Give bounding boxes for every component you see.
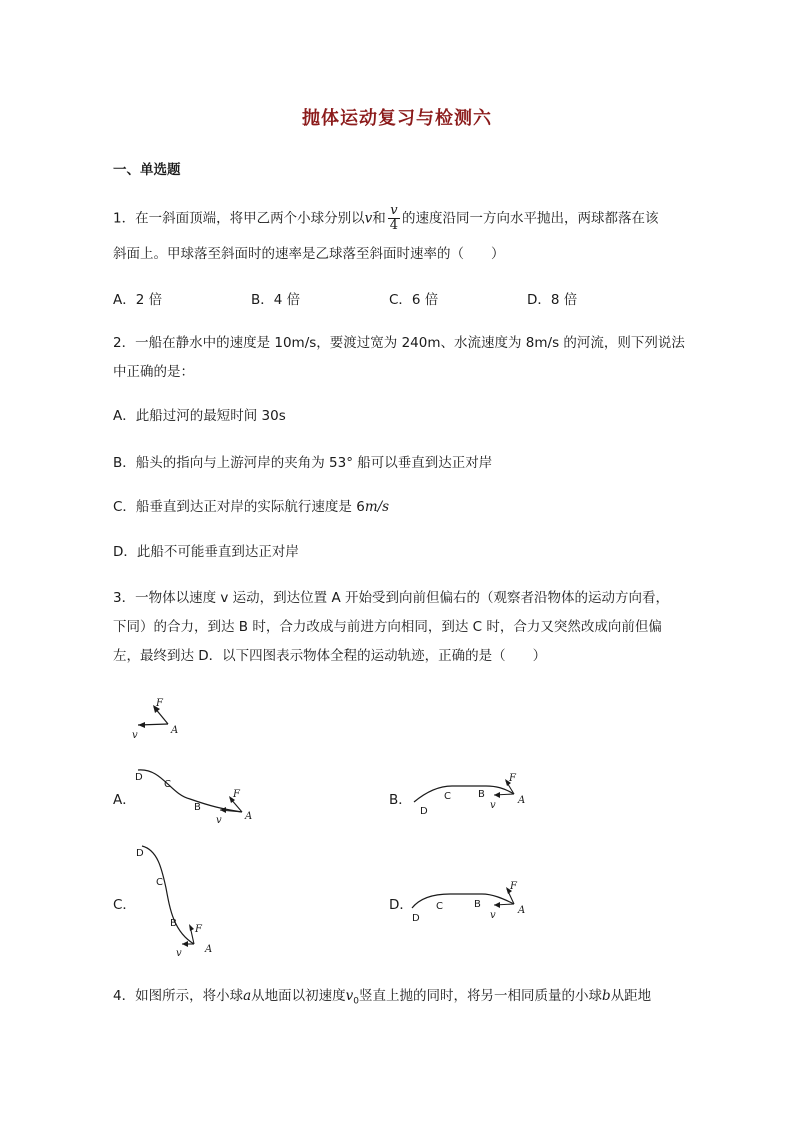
point-label-d: D bbox=[135, 772, 143, 783]
q2-option-a: A．此船过河的最短时间 30s bbox=[113, 408, 286, 424]
point-label-b: B bbox=[478, 789, 485, 800]
point-label-b: B bbox=[474, 899, 481, 910]
q1-frac-den: 4 bbox=[389, 218, 399, 233]
point-label-b: B bbox=[194, 802, 201, 813]
q4-var-v0: v bbox=[345, 988, 354, 1004]
q3-line2: 下同）的合力，到达 B 时，合力改成与前进方向相同，到达 C 时，合力又突然改成向前但偏 bbox=[113, 619, 662, 635]
ref-label-v: v bbox=[132, 730, 138, 741]
label-f: F bbox=[509, 773, 516, 784]
point-label-d: D bbox=[420, 806, 428, 817]
q4-var-b: b bbox=[602, 988, 611, 1004]
q3-option-a-label: A． bbox=[113, 792, 136, 808]
q4-text-mid1: 从地面以初速度 bbox=[251, 988, 346, 1004]
q1-option-a: A．2 倍 bbox=[113, 292, 163, 308]
q2-option-c bbox=[113, 497, 389, 517]
point-label-c: C bbox=[444, 791, 451, 802]
reference-force-diagram bbox=[126, 694, 196, 744]
q2-line1: 2．一船在静水中的速度是 10m/s，要渡过宽为 240m、水流速度为 8m/s 的河流，则下列说法 bbox=[113, 335, 685, 351]
q2-line2: 中正确的是： bbox=[113, 364, 194, 380]
q1-option-c: C．6 倍 bbox=[389, 292, 439, 308]
q1-option-b: B．4 倍 bbox=[251, 292, 301, 308]
point-label-c: C bbox=[436, 901, 443, 912]
q1-frac-num: v bbox=[388, 204, 400, 219]
q1-text-prefix: 1．在一斜面顶端，将甲乙两个小球分别以 bbox=[113, 210, 365, 227]
q2-option-c-text: C．船垂直到达正对岸的实际航行速度是 6 bbox=[113, 499, 365, 515]
label-v: v bbox=[490, 800, 496, 811]
q3-option-a-figure bbox=[130, 764, 260, 826]
ref-label-a: A bbox=[171, 725, 179, 736]
q1-text-and: 和 bbox=[372, 210, 386, 227]
point-label-d: D bbox=[136, 848, 144, 859]
label-f: F bbox=[510, 881, 517, 892]
q1-line1 bbox=[113, 204, 659, 233]
section-heading: 一、单选题 bbox=[113, 162, 181, 178]
label-f: F bbox=[233, 789, 240, 800]
label-v: v bbox=[176, 948, 182, 959]
q2-option-b: B．船头的指向与上游河岸的夹角为 53° 船可以垂直到达正对岸 bbox=[113, 455, 493, 471]
q4-var-v0-sub: 0 bbox=[353, 996, 360, 1007]
q1-var-v: v bbox=[364, 210, 373, 227]
trajectory-curve bbox=[138, 770, 242, 812]
q4-text-prefix: 4．如图所示，将小球 bbox=[113, 988, 244, 1004]
q1-fraction bbox=[388, 204, 400, 233]
label-a: A bbox=[518, 795, 526, 806]
label-f: F bbox=[195, 924, 202, 935]
q1-text-suffix: 的速度沿同一方向水平抛出，两球都落在该 bbox=[402, 210, 659, 227]
label-a: A bbox=[205, 944, 213, 955]
velocity-arrowhead bbox=[494, 792, 500, 798]
q2-option-d: D．此船不可能垂直到达正对岸 bbox=[113, 544, 299, 560]
q3-option-d-figure bbox=[408, 876, 538, 932]
q3-line1: 3．一物体以速度 v 运动，到达位置 A 开始受到向前但偏右的（观察者沿物体的运动方向看， bbox=[113, 590, 669, 606]
velocity-arrowhead bbox=[138, 722, 145, 728]
q3-option-b-figure bbox=[408, 768, 538, 820]
velocity-arrowhead bbox=[182, 941, 188, 947]
q4-line1 bbox=[113, 986, 651, 1012]
q3-option-d-label: D． bbox=[389, 897, 413, 913]
point-label-c: C bbox=[164, 779, 171, 790]
q3-line3: 左，最终到达 D．以下四图表示物体全程的运动轨迹，正确的是（ ） bbox=[113, 648, 547, 664]
label-a: A bbox=[245, 811, 253, 822]
velocity-arrowhead bbox=[494, 902, 500, 908]
force-arrowhead bbox=[189, 924, 194, 931]
point-label-c: C bbox=[156, 877, 163, 888]
q3-option-c-label: C． bbox=[113, 897, 136, 913]
point-label-b: B bbox=[170, 918, 177, 929]
q1-option-d: D．8 倍 bbox=[527, 292, 578, 308]
q3-option-c-figure bbox=[130, 840, 225, 960]
q3-option-b-label: B． bbox=[389, 792, 412, 808]
label-v: v bbox=[490, 910, 496, 921]
label-a: A bbox=[518, 905, 526, 916]
q4-text-suffix: 从距地 bbox=[610, 988, 652, 1004]
q4-var-a: a bbox=[243, 988, 252, 1004]
q1-line2: 斜面上。甲球落至斜面时的速率是乙球落至斜面时速率的（ ） bbox=[113, 246, 505, 262]
label-v: v bbox=[216, 815, 222, 826]
page-title: 抛体运动复习与检测六 bbox=[302, 108, 492, 129]
point-label-d: D bbox=[412, 913, 420, 924]
trajectory-curve bbox=[142, 846, 194, 944]
q4-text-mid2: 竖直上抛的同时，将另一相同质量的小球 bbox=[359, 988, 603, 1004]
q2-option-c-unit: m/s bbox=[364, 499, 390, 515]
ref-label-f: F bbox=[156, 698, 163, 709]
